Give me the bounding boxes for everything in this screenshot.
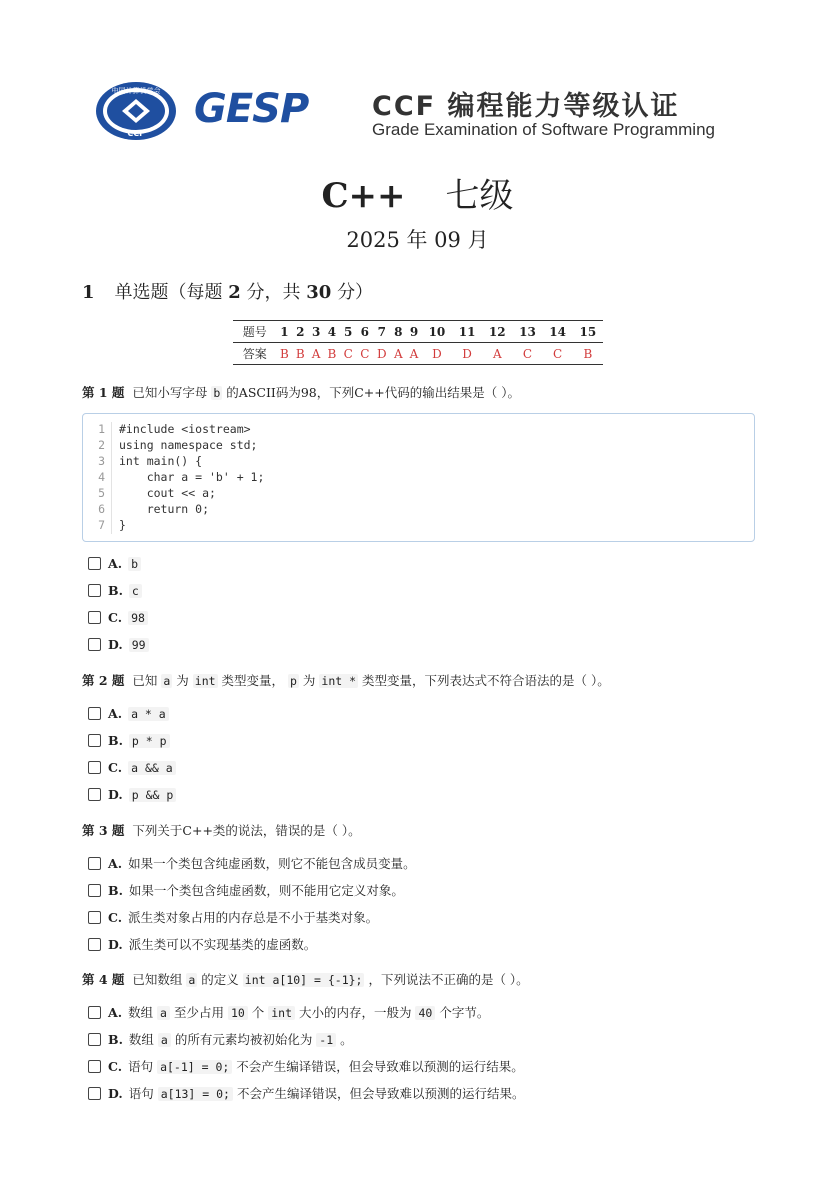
option-text: 如果一个类包含纯虚函数，则不能用它定义对象。 (128, 883, 404, 898)
document-level: 七级 (445, 176, 514, 216)
q2-option-d[interactable] (88, 787, 176, 803)
checkbox[interactable] (88, 1087, 101, 1100)
option-text: 派生类对象占用的内存总是不小于基类对象。 (128, 910, 379, 925)
q3-option-d[interactable] (88, 937, 316, 953)
checkbox[interactable] (88, 1033, 101, 1046)
option-label: B. (108, 733, 123, 748)
question-2-number: 第 2 题 (82, 673, 125, 688)
option-label: D. (108, 637, 123, 652)
answer-table-question-number: 7 (373, 321, 390, 343)
section-mid: 分，共 (246, 282, 301, 303)
document-date: 2025 年 09 月 (346, 228, 489, 252)
question-4-stem (82, 970, 529, 988)
answer-table-answer: C (340, 343, 357, 365)
option-text: 语句 (128, 1059, 158, 1074)
section-points-each: 2 (228, 282, 241, 303)
q4-option-b[interactable] (88, 1032, 353, 1048)
option-label: C. (108, 910, 123, 925)
section-heading (82, 278, 373, 304)
stem-code: a (163, 674, 171, 688)
checkbox[interactable] (88, 884, 101, 897)
question-2-stem (82, 671, 610, 689)
answer-table-header-row (233, 321, 603, 343)
q4-option-c[interactable] (88, 1059, 524, 1075)
answer-table-question-number: 8 (391, 321, 407, 343)
option-label: D. (108, 787, 123, 802)
answer-table-question-number: 2 (292, 321, 308, 343)
section-end: 分） (337, 282, 374, 303)
seal-abbr: CCF (127, 129, 145, 138)
answer-table-question-number: 15 (573, 321, 603, 343)
q4-option-d[interactable] (88, 1086, 524, 1102)
option-label: B. (108, 1032, 123, 1047)
option-text: 至少占用 (169, 1005, 228, 1020)
code-text: char a = 'b' + 1; (119, 470, 265, 484)
checkbox[interactable] (88, 857, 101, 870)
option-text: 如果一个类包含纯虚函数，则它不能包含成员变量。 (128, 856, 416, 871)
ccf-seal-logo (94, 80, 178, 142)
checkbox[interactable] (88, 734, 101, 747)
option-label: C. (108, 1059, 123, 1074)
answer-table-question-number: 13 (512, 321, 542, 343)
stem-text: 已知 (132, 673, 162, 688)
q1-option-a[interactable] (88, 556, 141, 572)
stem-text: 已知数组 (132, 972, 187, 987)
option-label: A. (108, 856, 123, 871)
checkbox[interactable] (88, 707, 101, 720)
q3-option-c[interactable] (88, 910, 378, 926)
stem-code: a (188, 973, 196, 987)
answer-table-question-number: 5 (340, 321, 357, 343)
option-label: A. (108, 706, 123, 721)
option-label: A. (108, 556, 123, 571)
code-line: 7 } (98, 518, 126, 532)
gesp-logo: GESP (194, 86, 309, 132)
stem-text: 下列关于C++类的说法，错误的是（ ）。 (132, 823, 361, 838)
answer-table-answer: C (357, 343, 374, 365)
code-line: 6 return 0; (98, 502, 210, 516)
q2-option-b[interactable] (88, 733, 170, 749)
question-3-number: 第 3 题 (82, 823, 125, 838)
option-label: C. (108, 610, 123, 625)
answer-table-question-number: 9 (406, 321, 422, 343)
stem-text: 类型变量，下列表达式不符合语法的是（ ）。 (358, 673, 610, 688)
q3-option-b[interactable] (88, 883, 404, 899)
option-text: c (129, 584, 142, 598)
option-label: B. (108, 883, 123, 898)
section-number: 1 (82, 282, 95, 303)
answer-table-answer: D (422, 343, 452, 365)
option-text: a * a (128, 707, 169, 721)
checkbox[interactable] (88, 1006, 101, 1019)
answer-table-question-number: 6 (357, 321, 374, 343)
option-code: int (268, 1006, 295, 1020)
answer-table (233, 320, 603, 365)
answer-table-answer: A (406, 343, 422, 365)
answer-table-question-number: 12 (482, 321, 512, 343)
code-block (82, 413, 755, 542)
stem-text: 的ASCII码为98，下列C++代码的输出结果是（ ）。 (222, 385, 520, 400)
section-name: 单选题（每题 (114, 282, 223, 303)
question-1-number: 第 1 题 (82, 385, 125, 400)
checkbox[interactable] (88, 584, 101, 597)
stem-text: 类型变量， (217, 673, 289, 688)
option-text: 不会产生编译错误，但会导致难以预测的运行结果。 (232, 1086, 525, 1101)
answer-table-answer-label: 答案 (233, 343, 276, 365)
answer-table-answer: D (373, 343, 390, 365)
option-label: D. (108, 937, 123, 952)
stem-text: ，下列说法不正确的是（ ）。 (364, 972, 529, 987)
code-text: using namespace std; (119, 438, 258, 452)
code-line: 4 char a = 'b' + 1; (98, 470, 265, 484)
option-label: C. (108, 760, 123, 775)
checkbox[interactable] (88, 911, 101, 924)
option-label: D. (108, 1086, 123, 1101)
q1-option-d[interactable] (88, 637, 149, 653)
option-text: 。 (336, 1032, 353, 1047)
code-line: 1 #include <iostream> (98, 422, 251, 436)
answer-table-question-number: 10 (422, 321, 452, 343)
answer-table-answer: A (308, 343, 324, 365)
answer-table-answer: C (512, 343, 542, 365)
q2-option-a[interactable] (88, 706, 169, 722)
code-text: return 0; (119, 502, 210, 516)
answer-table-answer: C (543, 343, 573, 365)
code-line: 2 using namespace std; (98, 438, 258, 452)
answer-table-answer-row (233, 343, 603, 365)
answer-table-answer: A (482, 343, 512, 365)
option-text: 语句 (128, 1086, 158, 1101)
option-text: a && a (128, 761, 176, 775)
code-line: 5 cout << a; (98, 486, 216, 500)
option-code: a (158, 1033, 171, 1047)
code-text: cout << a; (119, 486, 216, 500)
checkbox[interactable] (88, 611, 101, 624)
answer-table-answer: B (324, 343, 340, 365)
code-text: #include <iostream> (119, 422, 251, 436)
option-text: 个 (247, 1005, 269, 1020)
checkbox[interactable] (88, 938, 101, 951)
answer-table-question-number: 4 (324, 321, 340, 343)
q4-option-a[interactable] (88, 1005, 489, 1021)
answer-table-question-number: 3 (308, 321, 324, 343)
checkbox[interactable] (88, 1060, 101, 1073)
option-code: -1 (316, 1033, 336, 1047)
option-text: p * p (129, 734, 170, 748)
answer-table-question-number: 1 (276, 321, 292, 343)
document-language: C++ (321, 176, 406, 216)
answer-table-answer: B (276, 343, 292, 365)
q2-option-c[interactable] (88, 760, 176, 776)
option-text: 98 (128, 611, 148, 625)
option-label: A. (108, 1005, 123, 1020)
answer-table-question-number: 14 (543, 321, 573, 343)
stem-text: 已知小写字母 (132, 385, 212, 400)
option-code: 40 (415, 1006, 435, 1020)
answer-table-question-number: 11 (452, 321, 482, 343)
stem-code: int a[10] = {-1}; (244, 973, 363, 987)
q1-option-b[interactable] (88, 583, 142, 599)
option-text: 数组 (128, 1032, 158, 1047)
question-1-stem (82, 383, 520, 401)
option-text: b (128, 557, 141, 571)
option-code: a[13] = 0; (158, 1087, 233, 1101)
code-line: 3 int main() { (98, 454, 203, 468)
option-code: a (157, 1006, 170, 1020)
answer-table-answer: B (573, 343, 603, 365)
option-text: 数组 (128, 1005, 158, 1020)
option-label: B. (108, 583, 123, 598)
option-text: 不会产生编译错误，但会导致难以预测的运行结果。 (232, 1059, 524, 1074)
section-total: 30 (306, 282, 332, 303)
header-title: CCF 编程能力等级认证 (372, 91, 680, 122)
q3-option-a[interactable] (88, 856, 416, 872)
answer-table-answer: D (452, 343, 482, 365)
option-code: 10 (228, 1006, 248, 1020)
stem-code: int (194, 674, 216, 688)
option-text: 99 (129, 638, 149, 652)
answer-table-answer: A (391, 343, 407, 365)
stem-text: 的定义 (197, 972, 243, 987)
stem-code: p (290, 674, 297, 688)
checkbox[interactable] (88, 638, 101, 651)
question-3-stem (82, 821, 361, 839)
option-text: 派生类可以不实现基类的虚函数。 (128, 937, 317, 952)
checkbox[interactable] (88, 557, 101, 570)
code-text: } (119, 518, 126, 532)
stem-code: b (213, 386, 221, 400)
option-code: a[-1] = 0; (157, 1060, 232, 1074)
header-subtitle: Grade Examination of Software Programming (372, 120, 715, 139)
header (94, 80, 744, 142)
checkbox[interactable] (88, 761, 101, 774)
stem-code: int * (321, 674, 357, 688)
option-text: 的所有元素均被初始化为 (170, 1032, 317, 1047)
answer-table-answer: B (292, 343, 308, 365)
seal-text: 中国计算机学会 (111, 87, 161, 95)
option-text: 个字节。 (435, 1005, 490, 1020)
q1-option-c[interactable] (88, 610, 148, 626)
stem-text: 为 (172, 673, 193, 688)
code-text: int main() { (119, 454, 203, 468)
question-4-number: 第 4 题 (82, 972, 125, 987)
option-text: 大小的内存，一般为 (295, 1005, 416, 1020)
option-text: p && p (129, 788, 177, 802)
checkbox[interactable] (88, 788, 101, 801)
stem-text: 为 (298, 673, 320, 688)
document-title (0, 168, 835, 217)
answer-table-header-label: 题号 (233, 321, 276, 343)
